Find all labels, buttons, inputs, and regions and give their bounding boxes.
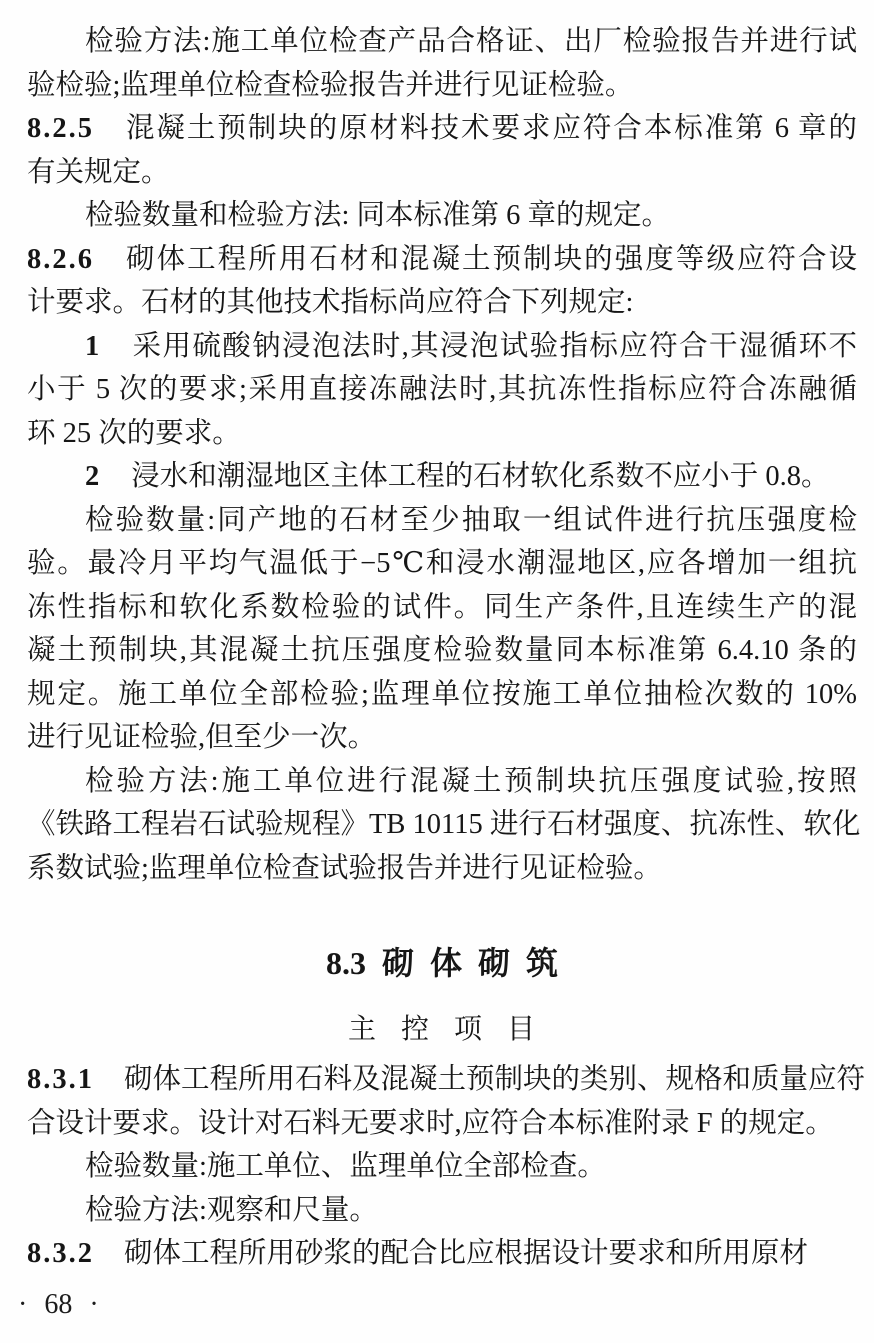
text-line <box>27 455 857 499</box>
text-line: 凝土预制块,其混凝土抗压强度检验数量同本标准第 6.4.10 条的 <box>27 635 857 666</box>
text-line <box>27 107 857 151</box>
text-line: 检验数量:同产地的石材至少抽取一组试件进行抗压强度检 <box>85 504 857 536</box>
clause-number: 2 <box>85 461 102 492</box>
text-line: 检验方法:观察和尺量。 <box>85 1194 378 1226</box>
text-line: 验检验;监理单位检查检验报告并进行见证检验。 <box>27 69 634 101</box>
text-line: 检验数量:施工单位、监理单位全部检查。 <box>85 1151 606 1182</box>
text-line: 规定。施工单位全部检验;监理单位按施工单位抽检次数的 10% <box>27 678 857 710</box>
text-line: 合设计要求。设计对石料无要求时,应符合本标准附录 F 的规定。 <box>27 1107 834 1139</box>
clause-number: 8.3.2 <box>27 1238 94 1269</box>
text-line <box>27 1058 866 1102</box>
text-line: 《铁路工程岩石试验规程》TB 10115 进行石材强度、抗冻性、软化 <box>27 809 861 840</box>
clause-number: 8.3.1 <box>27 1064 94 1095</box>
text-line <box>27 1232 857 1276</box>
clause-text: 砌体工程所用石料及混凝土预制块的类别、规格和质量应符 <box>124 1064 866 1095</box>
clause-text: 混凝土预制块的原材料技术要求应符合本标准第 6 章的 <box>124 113 857 144</box>
text-line: 冻性指标和软化系数检验的试件。同生产条件,且连续生产的混 <box>27 591 857 623</box>
clause-number: 1 <box>85 330 102 362</box>
text-line <box>27 325 857 369</box>
text-line: 有关规定。 <box>27 156 170 188</box>
text-line: 检验方法:施工单位进行混凝土预制块抗压强度试验,按照 <box>85 765 857 797</box>
text-line: 系数试验;监理单位检查试验报告并进行见证检验。 <box>27 852 662 884</box>
clause-text: 砌体工程所用石材和混凝土预制块的强度等级应符合设 <box>124 243 857 275</box>
clause-number: 8.2.5 <box>27 113 94 144</box>
clause-number: 8.2.6 <box>27 243 94 275</box>
subsection-heading: 主 控 项 目 <box>347 1014 536 1045</box>
text-line: 检验数量和检验方法: 同本标准第 6 章的规定。 <box>85 200 671 231</box>
section-heading: 8.3 砌 体 砌 筑 <box>325 945 558 981</box>
page-number: · 68 · <box>18 1288 99 1320</box>
text-line: 小于 5 次的要求;采用直接冻融法时,其抗冻性指标应符合冻融循 <box>27 374 857 405</box>
text-line: 检验方法:施工单位检查产品合格证、出厂检验报告并进行试 <box>85 26 857 57</box>
text-line: 验。最冷月平均气温低于−5℃和浸水潮湿地区,应各增加一组抗 <box>27 548 857 579</box>
text-line: 环 25 次的要求。 <box>27 417 241 449</box>
text-line <box>27 238 857 282</box>
clause-text: 砌体工程所用砂浆的配合比应根据设计要求和所用原材 <box>124 1238 809 1269</box>
clause-text: 采用硫酸钠浸泡法时,其浸泡试验指标应符合干湿循环不 <box>131 330 857 362</box>
clause-text: 浸水和潮湿地区主体工程的石材软化系数不应小于 0.8。 <box>131 461 830 492</box>
text-line: 进行见证检验,但至少一次。 <box>27 722 377 753</box>
text-line: 计要求。石材的其他技术指标尚应符合下列规定: <box>27 287 634 318</box>
